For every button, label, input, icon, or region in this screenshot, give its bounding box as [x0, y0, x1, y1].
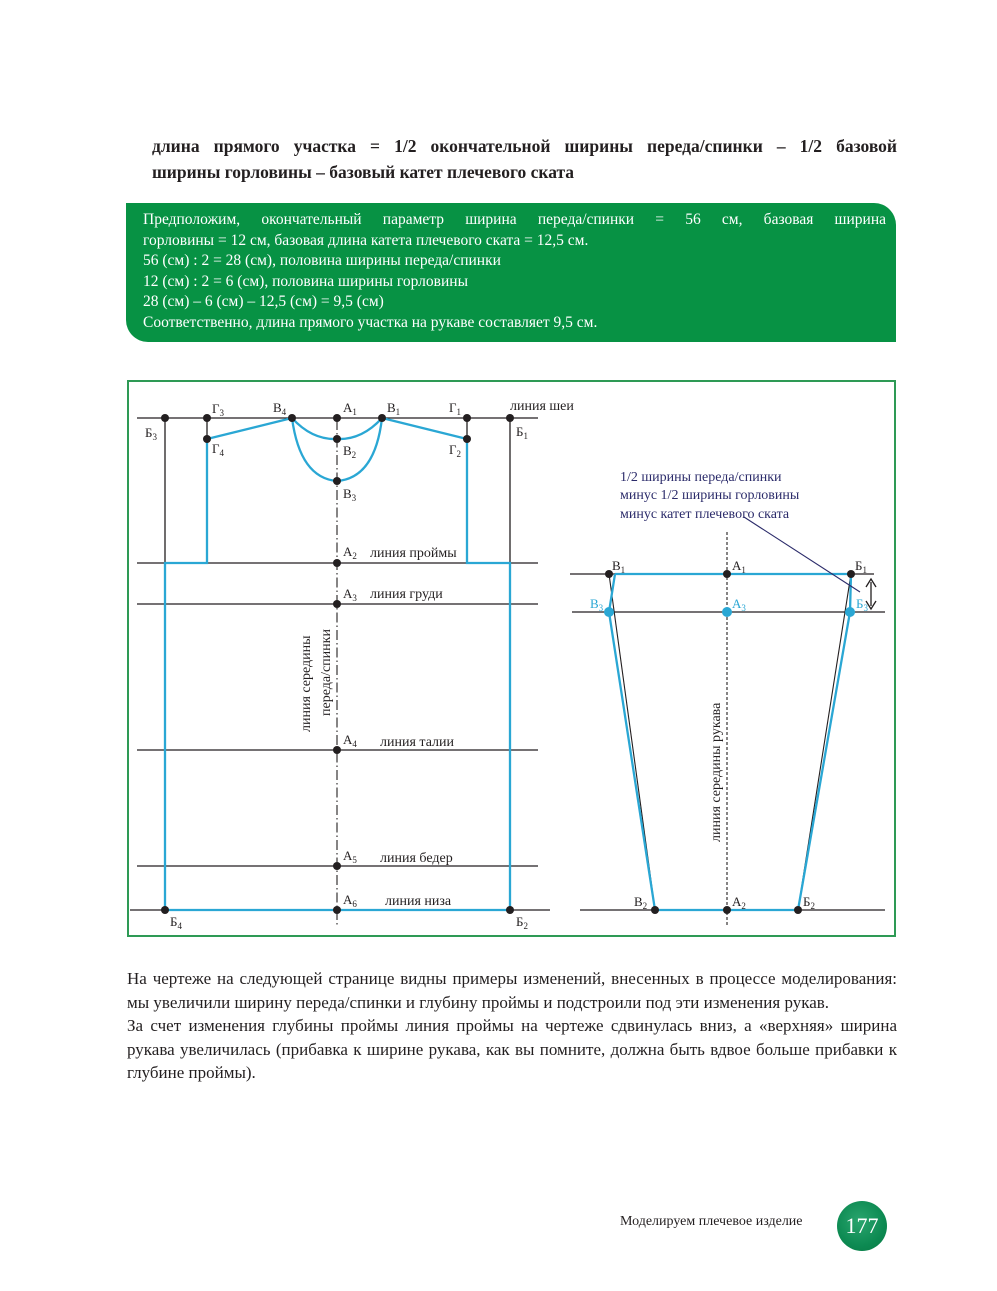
svg-text:Г2: $Г_2$ [449, 442, 462, 459]
svg-text:А2: $А_2$ [343, 544, 357, 561]
formula-line-1: длина прямого участка = 1/2 окончательной ширины переда/спинки – 1/2 базовой [152, 136, 897, 156]
example-line-2: горловины = 12 см, базовая длина катета плечевого ската = 12,5 см. [143, 231, 589, 249]
svg-text:Б4: $Б_4$ [170, 914, 182, 931]
svg-text:В1: $В_1$ [612, 558, 626, 575]
example-line-3: 56 (см) : 2 = 28 (см), половина ширины переда/спинки [143, 252, 501, 269]
callout-line-2: минус 1/2 ширины горловины [620, 488, 800, 503]
pattern-drawing-figure [127, 380, 896, 937]
svg-text:Б3: $Б_3$ [145, 425, 157, 442]
svg-text:В1: $В_1$ [387, 400, 401, 417]
center-line-label-1: линия середины [299, 635, 314, 732]
svg-text:В3: $В_3$ [590, 596, 604, 613]
svg-text:Б2: $Б_2$ [516, 914, 528, 931]
svg-text:Г3: $Г_3$ [212, 401, 225, 418]
svg-text:Б1: $Б_1$ [516, 424, 528, 441]
waist-line-label: линия талии [380, 735, 454, 750]
neck-line-label: линия шеи [510, 399, 574, 414]
example-line-4: 12 (см) : 2 = 6 (см), половина ширины горловины [143, 272, 468, 290]
svg-text:Б1: $Б_1$ [855, 558, 867, 575]
sleeve-center-line-label: линия середины рукава [709, 702, 724, 842]
svg-text:А3: $А_3$ [343, 586, 357, 603]
svg-text:В3: $В_3$ [343, 486, 357, 503]
armhole-line-label: линия проймы [370, 546, 457, 561]
formula-text [152, 133, 897, 185]
svg-text:В2: $В_2$ [343, 443, 357, 460]
sleeve-pattern-outline [609, 574, 851, 910]
svg-text:Б2: $Б_2$ [803, 894, 815, 911]
svg-text:А6: $А_6$ [343, 892, 357, 909]
running-footer-title: Моделируем плечевое изделие [620, 1214, 803, 1229]
bodice-line-labels [299, 399, 574, 909]
svg-text:Б3: $Б_3$ [856, 596, 868, 613]
svg-text:А4: $А_4$ [343, 732, 357, 749]
sleeve-construction-lines [570, 532, 885, 925]
example-line-1: Предположим, окончательный параметр ширина переда/спинки = 56 см, базовая ширина [143, 211, 886, 228]
example-calculation-box [126, 203, 896, 342]
svg-text:В2: $В_2$ [634, 894, 648, 911]
svg-text:Г1: $Г_1$ [449, 400, 462, 417]
example-line-5: 28 (см) – 6 (см) – 12,5 (см) = 9,5 (см) [143, 293, 384, 310]
page-number-badge: 177 [837, 1201, 887, 1251]
body-text [127, 967, 897, 1085]
svg-text:А5: $А_5$ [343, 848, 357, 865]
formula-line-2: ширины горловины – базовый катет плечевого ската [152, 162, 575, 182]
hem-line-label: линия низа [385, 894, 452, 909]
svg-text:А3: $А_3$ [732, 596, 746, 613]
svg-text:А1: $А_1$ [732, 558, 746, 575]
bodice-points [161, 414, 514, 914]
sleeve-points [604, 570, 855, 914]
body-paragraph-2: За счет изменения глубины проймы линия проймы на чертеже сдвинулась вниз, а «верхняя» ширина рукава увеличилась (прибавка к ширине рукава, как вы помните, должна быть вдвое больше прибавки к глубине проймы). [127, 1016, 897, 1082]
callout-line-1: 1/2 ширины переда/спинки [620, 470, 782, 485]
svg-text:В4: $В_4$ [273, 400, 287, 417]
body-paragraph-1: На чертеже на следующей странице видны примеры изменений, внесенных в процессе моделирования: мы увеличили ширину переда/спинки и глубину проймы и подстроили под эти изменения рукав. [127, 969, 897, 1012]
svg-text:А1: $А_1$ [343, 400, 357, 417]
center-line-label-2: переда/спинки [319, 629, 334, 716]
bodice-construction-lines [130, 418, 550, 925]
hips-line-label: линия бедер [380, 851, 453, 866]
svg-text:Г4: $Г_4$ [212, 441, 225, 458]
svg-text:А2: $А_2$ [732, 894, 746, 911]
callout-line-3: минус катет плечевого ската [620, 507, 790, 522]
example-line-6: Соответственно, длина прямого участка на рукаве составляет 9,5 см. [143, 313, 598, 331]
sleeve-callout [620, 470, 876, 609]
chest-line-label: линия груди [370, 587, 443, 602]
